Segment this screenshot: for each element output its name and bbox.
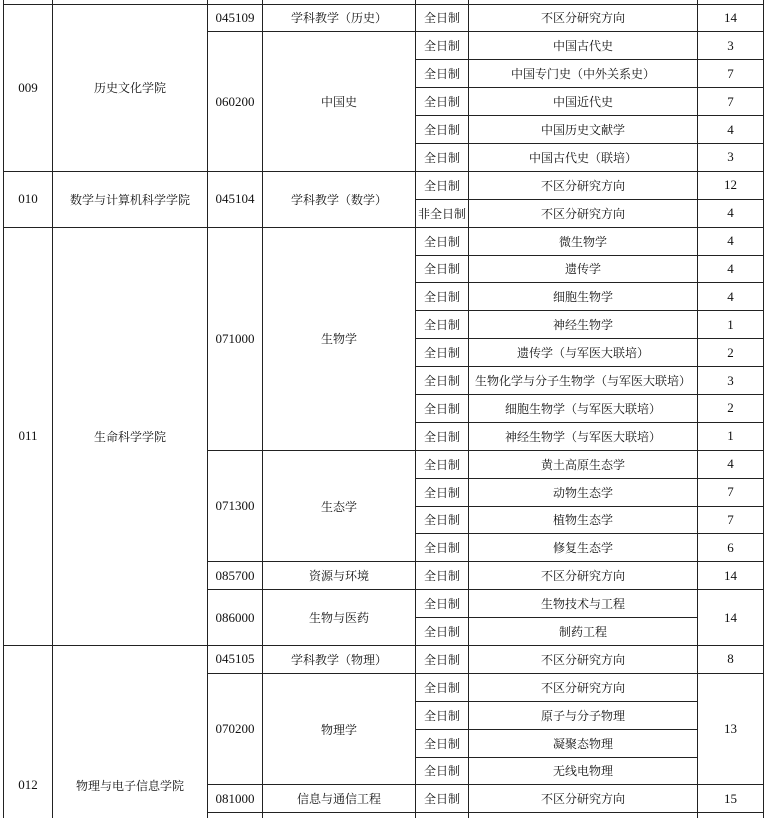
program-name-cell: 学科教学（数学）	[263, 171, 416, 227]
program-code-cell: 071300	[208, 450, 263, 562]
study-mode-cell: 非全日制	[416, 199, 469, 227]
study-mode-cell: 全日制	[416, 618, 469, 646]
quota-cell: 4	[698, 199, 764, 227]
college-code-cell: 011	[4, 227, 53, 645]
study-mode-cell: 全日制	[416, 590, 469, 618]
table-row	[4, 227, 764, 255]
study-mode-cell: 全日制	[416, 283, 469, 311]
research-direction-cell: 制药工程	[469, 618, 698, 646]
quota-cell: 15	[698, 785, 764, 813]
college-name-cell: 物理与电子信息学院	[53, 645, 208, 818]
study-mode-cell: 全日制	[416, 701, 469, 729]
quota-cell: 13	[698, 673, 764, 785]
study-mode-cell: 全日制	[416, 32, 469, 60]
quota-cell	[698, 813, 764, 818]
research-direction-cell: 中国专门史（中外关系史）	[469, 60, 698, 88]
research-direction-cell: 神经生物学	[469, 311, 698, 339]
research-direction-cell: 无线电物理	[469, 757, 698, 785]
quota-cell: 6	[698, 534, 764, 562]
quota-cell: 12	[698, 171, 764, 199]
study-mode-cell: 全日制	[416, 757, 469, 785]
quota-cell: 7	[698, 60, 764, 88]
quota-cell: 3	[698, 32, 764, 60]
program-name-cell: 学科教学（物理）	[263, 645, 416, 673]
quota-cell: 1	[698, 311, 764, 339]
program-code-cell: 045104	[208, 171, 263, 227]
study-mode-cell: 全日制	[416, 562, 469, 590]
study-mode-cell: 全日制	[416, 311, 469, 339]
study-mode-cell: 全日制	[416, 4, 469, 32]
table-row	[4, 645, 764, 673]
program-code-cell: 085700	[208, 562, 263, 590]
admissions-table	[3, 0, 764, 818]
quota-cell: 1	[698, 422, 764, 450]
program-code-cell: 045105	[208, 645, 263, 673]
quota-cell: 4	[698, 116, 764, 144]
research-direction-cell: 植物生态学	[469, 506, 698, 534]
program-name-cell: 学科教学（历史）	[263, 4, 416, 32]
research-direction-cell: 生物化学与分子生物学（与军医大联培）	[469, 367, 698, 395]
research-direction-cell: 中国古代史	[469, 32, 698, 60]
table-row	[4, 4, 764, 32]
research-direction-cell: 不区分研究方向	[469, 785, 698, 813]
research-direction-cell: 原子与分子物理	[469, 701, 698, 729]
research-direction-cell: 黄土高原生态学	[469, 450, 698, 478]
quota-cell: 4	[698, 255, 764, 283]
research-direction-cell	[469, 813, 698, 818]
quota-cell: 7	[698, 506, 764, 534]
study-mode-cell: 全日制	[416, 422, 469, 450]
research-direction-cell: 微生物学	[469, 227, 698, 255]
study-mode-cell	[416, 813, 469, 818]
research-direction-cell: 凝聚态物理	[469, 729, 698, 757]
program-name-cell: 中国史	[263, 32, 416, 171]
program-name-cell	[263, 813, 416, 818]
program-code-cell: 086000	[208, 590, 263, 646]
quota-cell: 14	[698, 562, 764, 590]
college-code-cell: 009	[4, 4, 53, 171]
program-name-cell: 信息与通信工程	[263, 785, 416, 813]
college-code-cell: 012	[4, 645, 53, 818]
quota-cell: 2	[698, 394, 764, 422]
program-code-cell: 045109	[208, 4, 263, 32]
admissions-table-body	[4, 0, 764, 818]
study-mode-cell: 全日制	[416, 478, 469, 506]
study-mode-cell: 全日制	[416, 227, 469, 255]
program-name-cell: 生态学	[263, 450, 416, 562]
research-direction-cell: 中国古代史（联培）	[469, 143, 698, 171]
research-direction-cell: 细胞生物学（与军医大联培）	[469, 394, 698, 422]
study-mode-cell: 全日制	[416, 506, 469, 534]
quota-cell: 4	[698, 283, 764, 311]
research-direction-cell: 遗传学（与军医大联培）	[469, 339, 698, 367]
study-mode-cell: 全日制	[416, 339, 469, 367]
quota-cell: 7	[698, 88, 764, 116]
research-direction-cell: 神经生物学（与军医大联培）	[469, 422, 698, 450]
program-code-cell: 081000	[208, 785, 263, 813]
research-direction-cell: 细胞生物学	[469, 283, 698, 311]
college-code-cell: 010	[4, 171, 53, 227]
college-name-cell: 数学与计算机科学学院	[53, 171, 208, 227]
program-code-cell	[208, 813, 263, 818]
study-mode-cell: 全日制	[416, 88, 469, 116]
study-mode-cell: 全日制	[416, 394, 469, 422]
research-direction-cell: 不区分研究方向	[469, 199, 698, 227]
research-direction-cell: 中国近代史	[469, 88, 698, 116]
research-direction-cell: 不区分研究方向	[469, 645, 698, 673]
quota-cell: 2	[698, 339, 764, 367]
study-mode-cell: 全日制	[416, 116, 469, 144]
quota-cell: 3	[698, 143, 764, 171]
study-mode-cell: 全日制	[416, 450, 469, 478]
college-name-cell: 生命科学学院	[53, 227, 208, 645]
research-direction-cell: 中国历史文献学	[469, 116, 698, 144]
program-name-cell: 生物与医药	[263, 590, 416, 646]
study-mode-cell: 全日制	[416, 673, 469, 701]
research-direction-cell: 生物技术与工程	[469, 590, 698, 618]
study-mode-cell: 全日制	[416, 785, 469, 813]
program-name-cell: 资源与环境	[263, 562, 416, 590]
quota-cell: 14	[698, 590, 764, 646]
study-mode-cell: 全日制	[416, 143, 469, 171]
research-direction-cell: 遗传学	[469, 255, 698, 283]
research-direction-cell: 不区分研究方向	[469, 4, 698, 32]
quota-cell: 8	[698, 645, 764, 673]
research-direction-cell: 修复生态学	[469, 534, 698, 562]
quota-cell: 3	[698, 367, 764, 395]
study-mode-cell: 全日制	[416, 367, 469, 395]
quota-cell: 4	[698, 450, 764, 478]
quota-cell: 14	[698, 4, 764, 32]
table-row	[4, 171, 764, 199]
study-mode-cell: 全日制	[416, 645, 469, 673]
program-code-cell: 071000	[208, 227, 263, 450]
program-name-cell: 生物学	[263, 227, 416, 450]
study-mode-cell: 全日制	[416, 729, 469, 757]
research-direction-cell: 不区分研究方向	[469, 171, 698, 199]
study-mode-cell: 全日制	[416, 255, 469, 283]
study-mode-cell: 全日制	[416, 60, 469, 88]
study-mode-cell: 全日制	[416, 534, 469, 562]
program-name-cell: 物理学	[263, 673, 416, 785]
research-direction-cell: 不区分研究方向	[469, 673, 698, 701]
quota-cell: 4	[698, 227, 764, 255]
program-code-cell: 060200	[208, 32, 263, 171]
program-code-cell: 070200	[208, 673, 263, 785]
research-direction-cell: 不区分研究方向	[469, 562, 698, 590]
study-mode-cell: 全日制	[416, 171, 469, 199]
college-name-cell: 历史文化学院	[53, 4, 208, 171]
quota-cell: 7	[698, 478, 764, 506]
research-direction-cell: 动物生态学	[469, 478, 698, 506]
